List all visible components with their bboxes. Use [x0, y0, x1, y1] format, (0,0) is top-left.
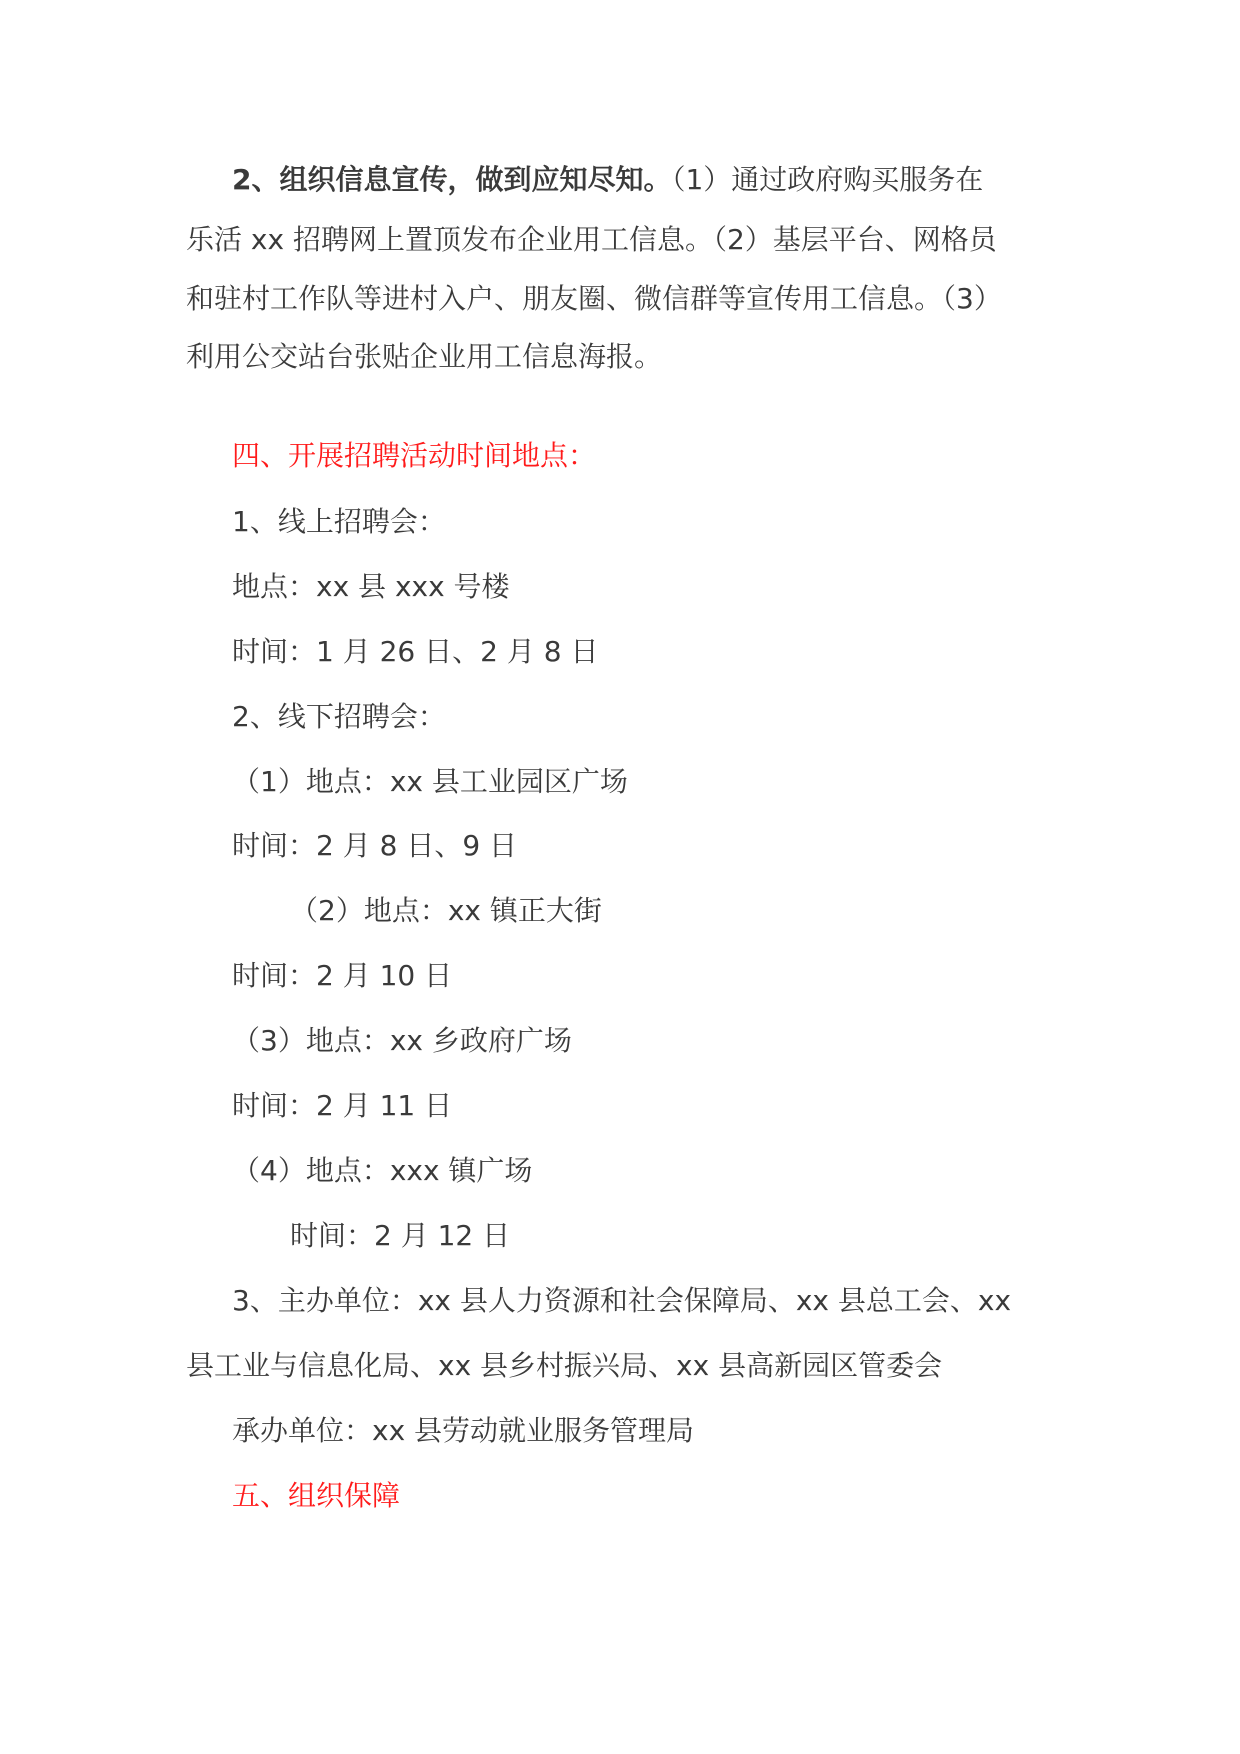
section-5-heading: 五、组织保障	[232, 1479, 401, 1512]
offline-venue-2-time: 时间：2 月 10 日	[232, 959, 453, 992]
publicity-bold-lead: 2、组织信息宣传，做到应知尽知。	[232, 163, 672, 196]
offline-venue-4-time: 时间：2 月 12 日	[290, 1219, 511, 1252]
offline-venue-1-place: （1）地点：xx 县工业园区广场	[232, 765, 628, 798]
publicity-paragraph-line-1	[232, 160, 983, 200]
online-fair-place: 地点：xx 县 xxx 号楼	[232, 570, 510, 603]
publicity-paragraph-line-4: 利用公交站台张贴企业用工信息海报。	[186, 340, 663, 373]
offline-venue-1-time: 时间：2 月 8 日、9 日	[232, 829, 518, 862]
host-units-line-1: 3、主办单位：xx 县人力资源和社会保障局、xx 县总工会、xx	[232, 1284, 1012, 1317]
offline-venue-2-place: （2）地点：xx 镇正大街	[290, 894, 602, 927]
undertaking-unit: 承办单位：xx 县劳动就业服务管理局	[232, 1414, 695, 1447]
publicity-paragraph-line-3: 和驻村工作队等进村入户、朋友圈、微信群等宣传用工信息。（3）	[186, 282, 1002, 315]
host-units-line-2: 县工业与信息化局、xx 县乡村振兴局、xx 县高新园区管委会	[186, 1349, 943, 1382]
offline-venue-3-place: （3）地点：xx 乡政府广场	[232, 1024, 572, 1057]
publicity-paragraph-line-2: 乐活 xx 招聘网上置顶发布企业用工信息。（2）基层平台、网格员	[186, 223, 997, 256]
publicity-line-1-rest: （1）通过政府购买服务在	[671, 163, 984, 196]
online-fair-title: 1、线上招聘会：	[232, 505, 446, 538]
online-fair-time: 时间：1 月 26 日、2 月 8 日	[232, 635, 599, 668]
section-4-heading: 四、开展招聘活动时间地点：	[232, 439, 597, 472]
offline-fair-title: 2、线下招聘会：	[232, 700, 446, 733]
offline-venue-4-place: （4）地点：xxx 镇广场	[232, 1154, 533, 1187]
offline-venue-3-time: 时间：2 月 11 日	[232, 1089, 453, 1122]
